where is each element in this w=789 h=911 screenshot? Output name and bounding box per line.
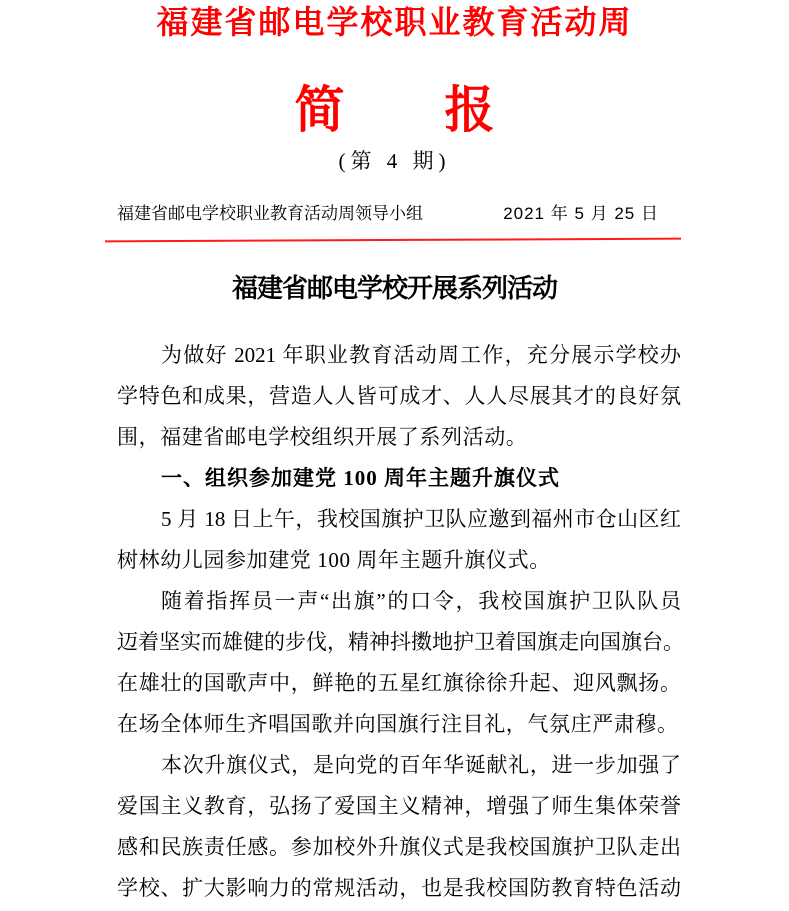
body-text-line: 学校、扩大影响力的常规活动，也是我校国防教育特色活动: [117, 876, 681, 900]
body-text-line: 为做好 2021 年职业教育活动周工作，充分展示学校办: [161, 343, 681, 367]
body-text-line: 迈着坚实而雄健的步伐，精神抖擞地护卫着国旗走向国旗台。: [117, 630, 684, 654]
issue-number: (第 4 期): [338, 149, 451, 173]
body-text-line: 本次升旗仪式，是向党的百年华诞献礼，进一步加强了: [161, 753, 681, 777]
bulletin-title: [0, 82, 789, 138]
article-title: 福建省邮电学校开展系列活动: [231, 273, 557, 303]
issue-date: 2021 年 5 月 25 日: [503, 204, 659, 223]
body-text-line: 在场全体师生齐唱国歌并向国旗行注目礼，气氛庄严肃穆。: [117, 712, 679, 736]
bulletin-char-jian: 简: [294, 82, 345, 138]
red-divider-rule: [105, 238, 681, 243]
masthead-meta-row: [117, 200, 659, 228]
issuer-name: 福建省邮电学校职业教育活动周领导小组: [117, 204, 423, 223]
article-body: [117, 335, 684, 909]
body-text-line: 学特色和成果，营造人人皆可成才、人人尽展其才的良好氛: [117, 384, 681, 408]
body-text-line: 爱国主义教育，弘扬了爱国主义精神，增强了师生集体荣誉: [117, 794, 681, 818]
body-text-line: 在雄壮的国歌声中，鲜艳的五星红旗徐徐升起、迎风飘扬。: [117, 671, 681, 695]
body-text-line: 树林幼儿园参加建党 100 周年主题升旗仪式。: [117, 548, 551, 572]
body-text-line: 围，福建省邮电学校组织开展了系列活动。: [117, 425, 528, 449]
body-text-line: 感和民族责任感。参加校外升旗仪式是我校国旗护卫队走出: [117, 835, 681, 859]
masthead-title: 福建省邮电学校职业教育活动周: [156, 4, 633, 40]
section-heading-line: 一、组织参加建党 100 周年主题升旗仪式: [161, 466, 560, 490]
bulletin-char-bao: 报: [444, 82, 495, 138]
body-text-line: 5 月 18 日上午，我校国旗护卫队应邀到福州市仓山区红: [161, 507, 681, 531]
body-text-line: 随着指挥员一声“出旗”的口令，我校国旗护卫队队员: [161, 589, 681, 613]
